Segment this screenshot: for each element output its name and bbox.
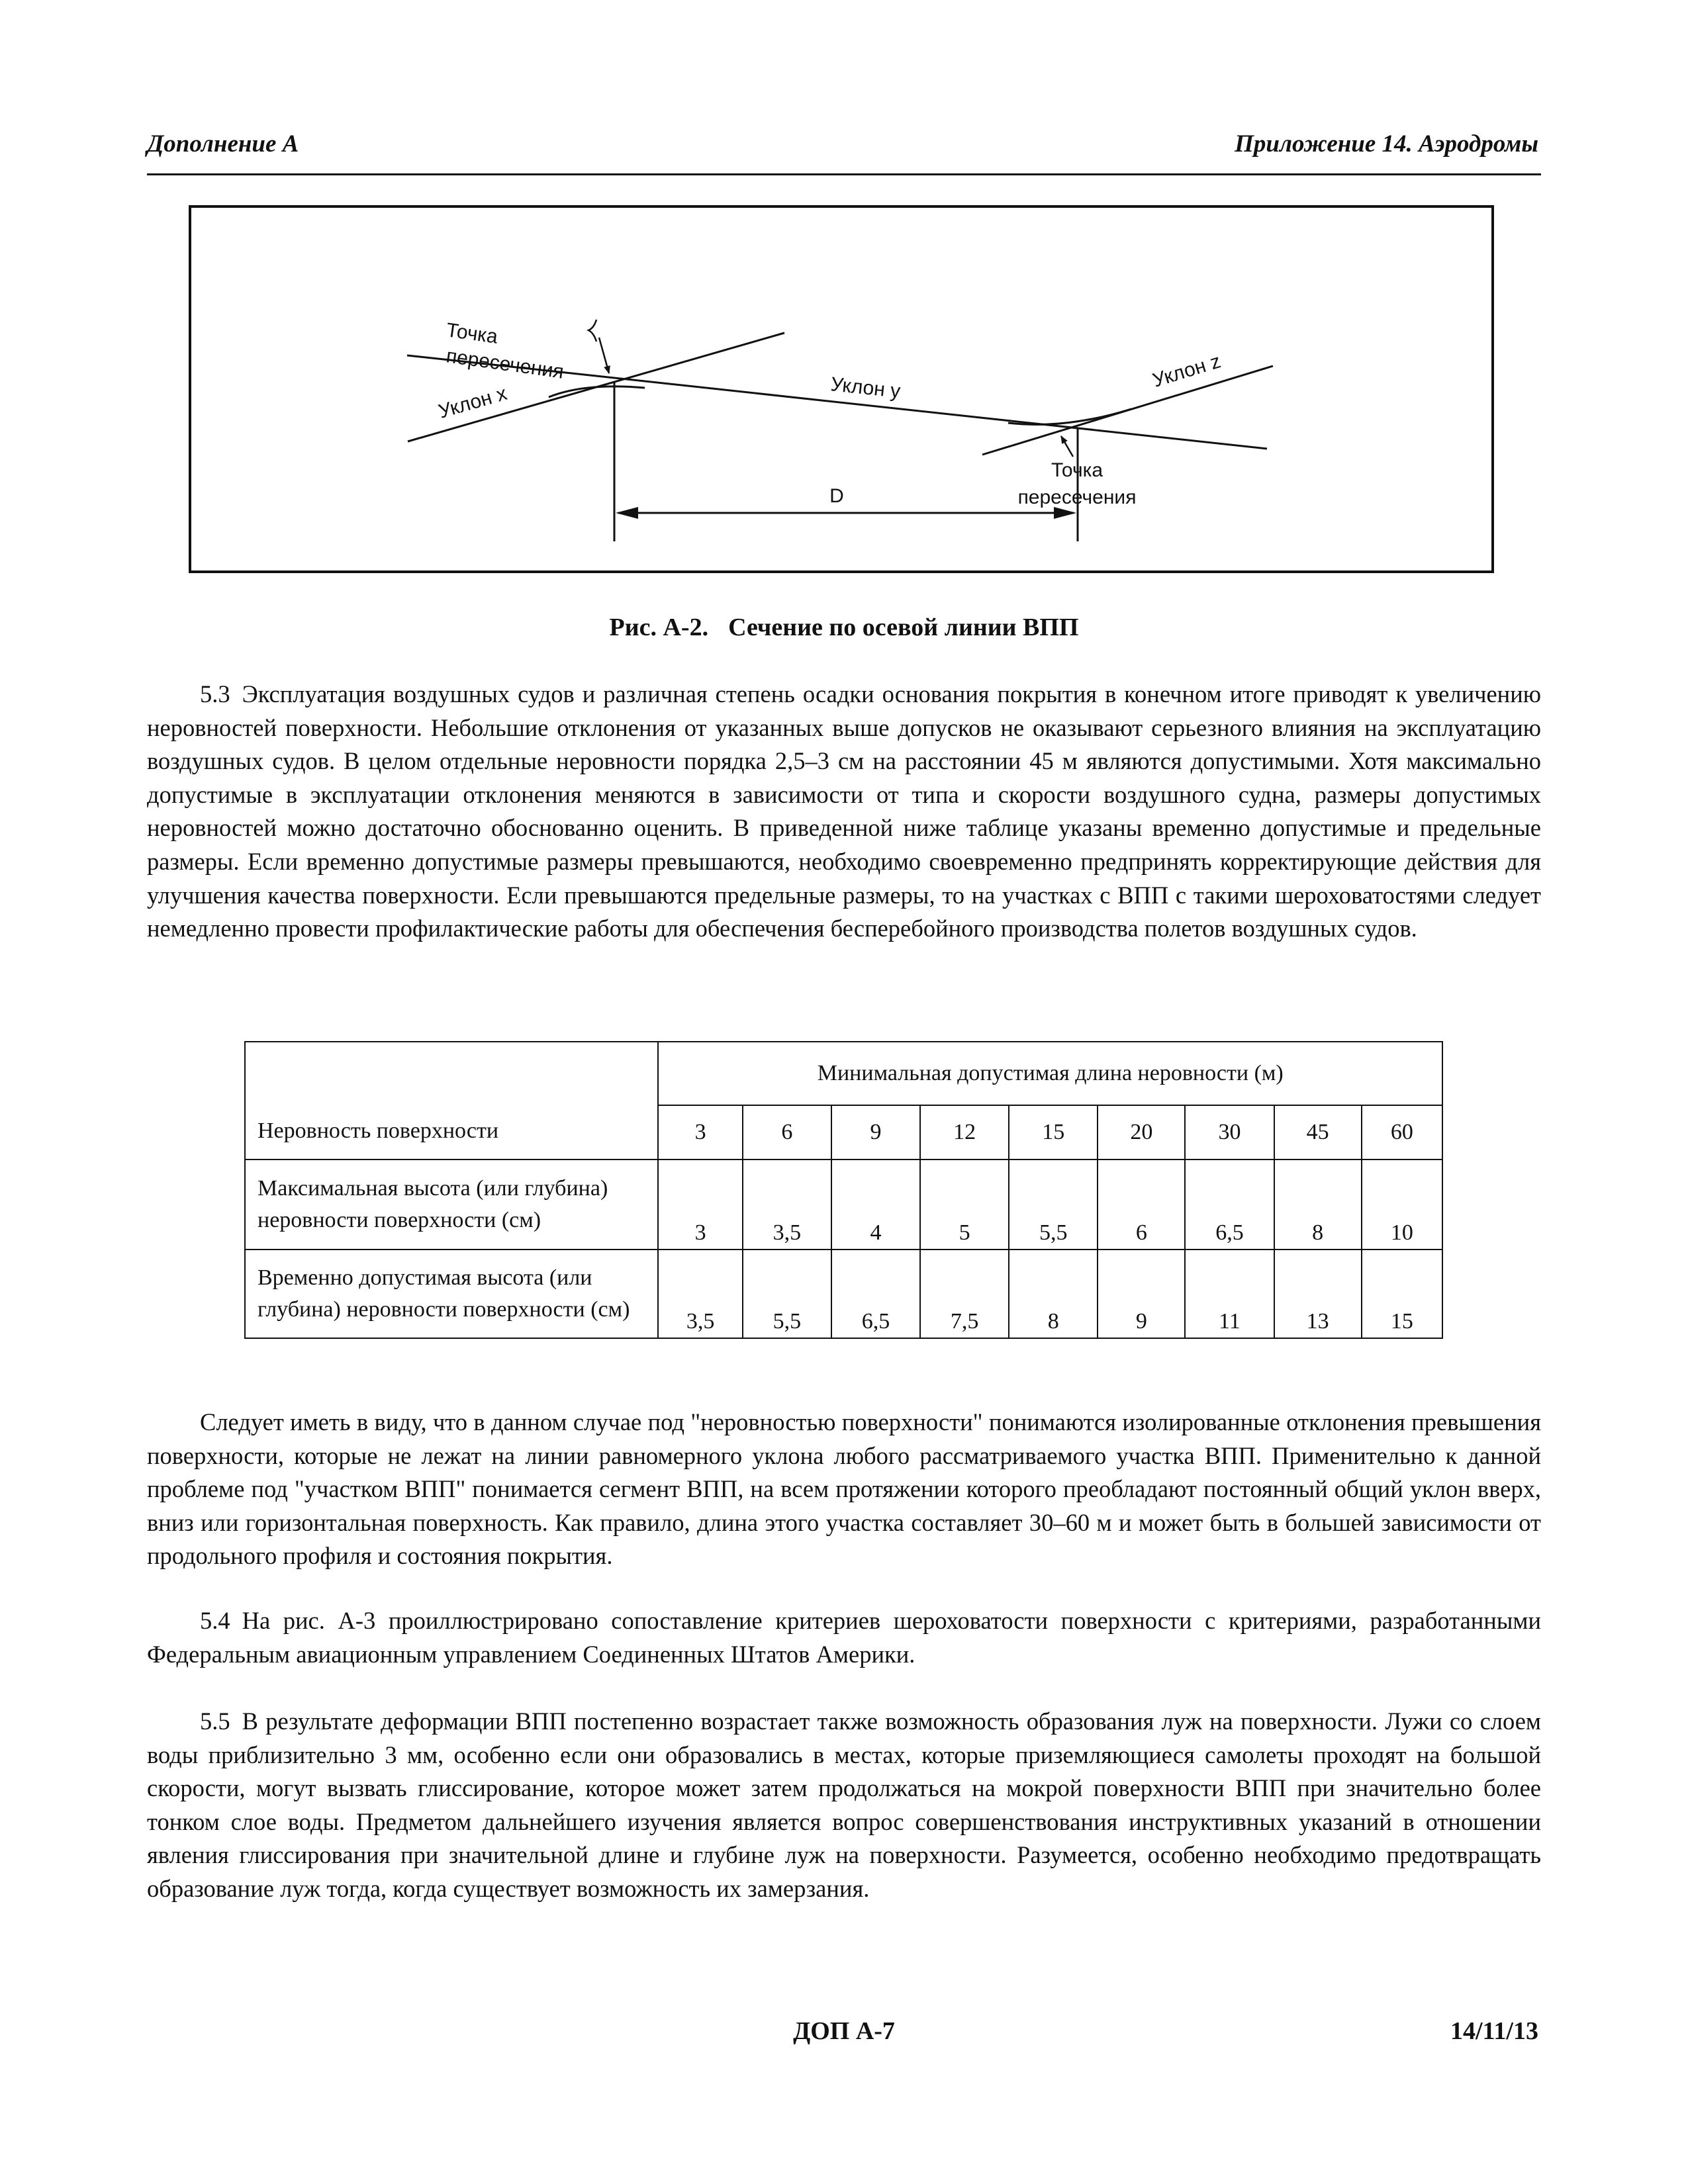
- value-cell: 6,5: [831, 1250, 920, 1338]
- value-cell: 5,5: [1009, 1160, 1098, 1250]
- paragraph-5-5: [147, 1705, 1541, 1906]
- value-cell: 6: [1098, 1160, 1185, 1250]
- dimension-arrow-right: [1054, 507, 1076, 519]
- paragraph-5-3-text: Эксплуатация воздушных судов и различная степень осадки основания покрытия в конечном итоге приводят к увеличению неровностей поверхности. Небольшие отклонения от указанных выше допусков не оказывают серьезного влияния на эксплуатацию воздушных судов. В целом отдельные неровности порядка 2,5–3 см на расстоянии 45 м являются допустимыми. Хотя максимально допустимые в эксплуатации отклонения меняются в зависимости от типа и скорости воздушного судна, размеры допустимых неровностей можно достаточно обоснованно оценить. В приведенной ниже таблице указаны временно допустимые и предельные размеры. Если временно допустимые размеры превышаются, необходимо своевременно предпринять корректирующие действия для улучшения качества поверхности. Если превышаются предельные размеры, то на участках с ВПП с такими шероховатостями следует немедленно провести профилактические работы для обеспечения бесперебойного производства полетов воздушных судов.: [147, 680, 1541, 942]
- paragraph-5-4-text: На рис. A-3 проиллюстрировано сопоставление критериев шероховатости поверхности с критериями, разработанными Федеральным авиационным управлением Соединенных Штатов Америки.: [147, 1607, 1541, 1668]
- paragraph-note: [147, 1406, 1541, 1573]
- table-row: [245, 1042, 1442, 1105]
- length-span-header: Минимальная допустимая длина неровности (м): [658, 1042, 1442, 1105]
- label-slope-x: Уклон x: [436, 382, 510, 423]
- value-cell: 8: [1009, 1250, 1098, 1338]
- footer-page-number: ДОП A-7: [793, 2017, 895, 2045]
- length-cell: 60: [1362, 1105, 1442, 1160]
- arrow-to-bottom-intersection: [1061, 436, 1073, 457]
- figure-caption: [0, 613, 1688, 642]
- paragraph-5-5-text: В результате деформации ВПП постепенно возрастает также возможность образования луж на поверхности. Лужи со слоем воды приблизительно 3 мм, особенно если они образовались в местах, которые приземляющиеся самолеты проходят на большой скорости, могут вызвать глиссирование, которое может затем продолжаться на мокрой поверхности ВПП при значительно более тонком слое воды. Предметом дальнейшего изучения является вопрос совершенствования инструктивных указаний в отношении явления глиссирования при значительной длине и глубине луж на поверхности. Разумеется, особенно необходимо предотвращать образование луж тогда, когда существует возможность их замерзания.: [147, 1707, 1541, 1902]
- length-cell: 20: [1098, 1105, 1185, 1160]
- table-row: [245, 1250, 1442, 1338]
- value-cell: 5: [920, 1160, 1009, 1250]
- value-cell: 10: [1362, 1160, 1442, 1250]
- value-cell: 11: [1185, 1250, 1274, 1338]
- label-slope-y: Уклон y: [829, 373, 902, 403]
- brace-top: [588, 320, 596, 341]
- label-point-bottom-2: пересечения: [1017, 486, 1137, 508]
- paragraph-5-4-number: 5.4: [200, 1607, 230, 1634]
- length-cell: 30: [1185, 1105, 1274, 1160]
- row-label-temporary-height: Временно допустимая высота (или глубина) неровности поверхности (см): [245, 1250, 658, 1338]
- roughness-table-container: [244, 1041, 1443, 1338]
- value-cell: 4: [831, 1160, 920, 1250]
- paragraph-5-4: [147, 1604, 1541, 1671]
- length-cell: 9: [831, 1105, 920, 1160]
- table-row: [245, 1160, 1442, 1250]
- runway-profile-figure: [189, 205, 1494, 573]
- value-cell: 3: [658, 1160, 742, 1250]
- runway-profile-diagram: [191, 208, 1491, 570]
- row-label-max-height: Максимальная высота (или глубина) неровности поверхности (см): [245, 1160, 658, 1250]
- paragraph-note-text: Следует иметь в виду, что в данном случае под "неровностью поверхности" понимаются изолированные отклонения превышения поверхности, которые не лежат на линии равномерного уклона любого рассматриваемого участка ВПП. Применительно к данной проблеме под "участком ВПП" понимается сегмент ВПП, на всем протяжении которого преобладают постоянный общий уклон вверх, вниз или горизонтальная поверхность. Как правило, длина этого участка составляет 30–60 м и может быть в большей зависимости от продольного профиля и состояния покрытия.: [147, 1408, 1541, 1570]
- vertical-curve-left: [549, 387, 645, 397]
- paragraph-5-5-number: 5.5: [200, 1707, 230, 1735]
- value-cell: 7,5: [920, 1250, 1009, 1338]
- label-point-top-2: пересечения: [445, 345, 565, 383]
- length-cell: 12: [920, 1105, 1009, 1160]
- header-right: Приложение 14. Аэродромы: [1235, 130, 1538, 158]
- length-cell: 45: [1274, 1105, 1362, 1160]
- arrow-to-top-intersection: [599, 338, 609, 373]
- value-cell: 3,5: [658, 1250, 742, 1338]
- label-distance-d: D: [829, 485, 844, 507]
- paragraph-5-3-number: 5.3: [200, 680, 230, 707]
- figure-caption-title: Сечение по осевой линии ВПП: [728, 614, 1079, 641]
- footer-date: 14/11/13: [1450, 2017, 1538, 2045]
- label-slope-z: Уклон z: [1150, 350, 1224, 392]
- value-cell: 13: [1274, 1250, 1362, 1338]
- value-cell: 8: [1274, 1160, 1362, 1250]
- length-cell: 15: [1009, 1105, 1098, 1160]
- dimension-arrow-left: [616, 507, 638, 519]
- label-point-bottom-1: Точка: [1051, 459, 1103, 481]
- value-cell: 15: [1362, 1250, 1442, 1338]
- value-cell: 3,5: [743, 1160, 831, 1250]
- roughness-table: [244, 1041, 1443, 1339]
- header-left: Дополнение A: [147, 130, 299, 158]
- value-cell: 9: [1098, 1250, 1185, 1338]
- paragraph-5-3: [147, 678, 1541, 946]
- header-rule: [147, 173, 1541, 175]
- value-cell: 6,5: [1185, 1160, 1274, 1250]
- label-point-top-1: Точка: [445, 319, 499, 348]
- length-cell: 6: [743, 1105, 831, 1160]
- row-label-header: Неровность поверхности: [245, 1042, 658, 1160]
- length-cell: 3: [658, 1105, 742, 1160]
- value-cell: 5,5: [743, 1250, 831, 1338]
- figure-caption-number: Рис. A-2.: [609, 614, 709, 641]
